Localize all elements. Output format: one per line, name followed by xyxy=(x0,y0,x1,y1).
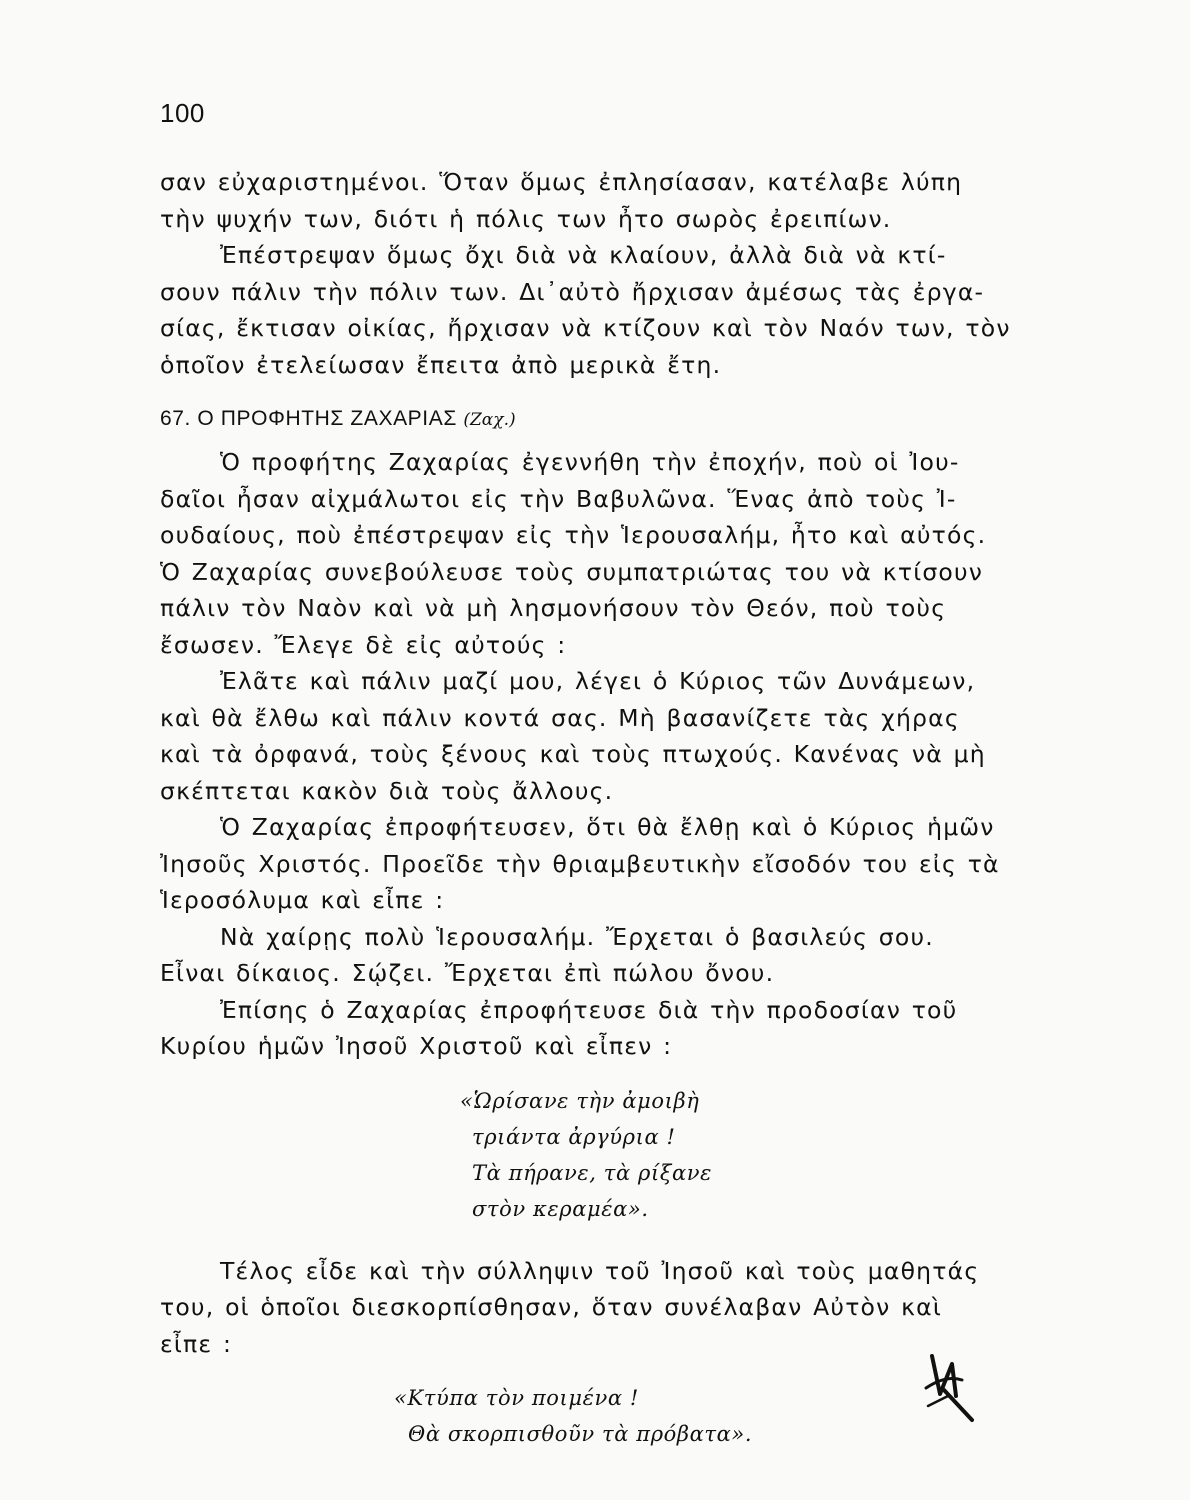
paragraph-7 xyxy=(160,992,1100,1065)
paragraph-4 xyxy=(160,663,1100,809)
text-line: πάλιν τὸν Ναὸν καὶ νὰ μὴ λησμονήσουν τὸν Θεόν, ποὺ τοὺς xyxy=(160,594,947,622)
text-line: ουδαίους, ποὺ ἐπέστρεψαν εἰς τὴν Ἱερουσαλήμ, ἦτο καὶ αὐτός. xyxy=(160,521,987,549)
text-line: ὁποῖον ἐτελείωσαν ἔπειτα ἀπὸ μερικὰ ἔτη. xyxy=(160,350,722,379)
section-heading xyxy=(160,401,1100,438)
verse-line: Τὰ πήρανε, τὰ ρίξανε xyxy=(472,1160,712,1185)
section-title: 67. Ο ΠΡΟΦΗΤΗΣ ΖΑΧΑΡΙΑΣ xyxy=(160,407,457,430)
text-line: Ὁ Ζαχαρίας ἐπροφήτευσεν, ὅτι θὰ ἔλθῃ καὶ ὁ Κύριος ἡμῶν xyxy=(220,813,995,841)
text-line: ἔσωσεν. Ἔλεγε δὲ εἰς αὐτούς : xyxy=(160,630,567,659)
verse-line: τριάντα ἀργύρια ! xyxy=(472,1124,676,1149)
text-line: τὴν ψυχήν των, διότι ἡ πόλις των ἦτο σωρὸς ἐρειπίων. xyxy=(160,204,892,233)
text-line: σκέπτεται κακὸν διὰ τοὺς ἄλλους. xyxy=(160,776,614,805)
text-line: καὶ τὰ ὀρφανά, τοὺς ξένους καὶ τοὺς πτωχούς. Κανένας νὰ μὴ xyxy=(160,740,986,768)
text-line: Κυρίου ἡμῶν Ἰησοῦ Χριστοῦ καὶ εἶπεν : xyxy=(160,1032,673,1060)
verse-quote-1 xyxy=(460,1083,1100,1227)
text-line: Ἐπίσης ὁ Ζαχαρίας ἐπροφήτευσε διὰ τὴν προδοσίαν τοῦ xyxy=(220,995,958,1024)
text-line: Εἶναι δίκαιος. Σῴζει. Ἔρχεται ἐπὶ πώλου ὄνου. xyxy=(160,959,775,987)
paragraph-1 xyxy=(160,164,1100,237)
text-line: Ἐπέστρεψαν ὅμως ὄχι διὰ νὰ κλαίουν, ἀλλὰ διὰ νὰ κτί- xyxy=(220,241,947,269)
scripture-reference: (Ζαχ.) xyxy=(463,410,516,430)
text-line: Νὰ χαίρῃς πολὺ Ἱερουσαλήμ. Ἔρχεται ὁ βασιλεύς σου. xyxy=(220,922,934,951)
handwritten-mark-icon xyxy=(918,1350,978,1425)
verse-line: Θὰ σκορπισθοῦν τὰ πρόβατα». xyxy=(408,1422,753,1446)
text-line: καὶ θὰ ἔλθω καὶ πάλιν κοντά σας. Μὴ βασανίζετε τὰς χήρας xyxy=(160,703,960,732)
text-line: Ἐλᾶτε καὶ πάλιν μαζί μου, λέγει ὁ Κύριος τῶν Δυνάμεων, xyxy=(220,667,976,695)
text-line: Ἰησοῦς Χριστός. Προεῖδε τὴν θριαμβευτικὴν εἴσοδόν του εἰς τὰ xyxy=(160,849,1000,878)
verse-line: «Ὡρίσανε τὴν ἀμοιβὴ xyxy=(460,1088,700,1113)
text-line: σίας, ἔκτισαν οἰκίας, ἤρχισαν νὰ κτίζουν καὶ τὸν Ναόν των, τὸν xyxy=(160,314,1011,342)
text-line: εἶπε : xyxy=(160,1329,233,1358)
text-line: Ἱεροσόλυμα καὶ εἶπε : xyxy=(160,886,445,914)
paragraph-3 xyxy=(160,444,1100,663)
book-page xyxy=(160,98,1100,1452)
text-line: δαῖοι ἦσαν αἰχμάλωτοι εἰς τὴν Βαβυλῶνα. Ἕνας ἀπὸ τοὺς Ἰ- xyxy=(160,484,957,513)
text-line: Τέλος εἶδε καὶ τὴν σύλληψιν τοῦ Ἰησοῦ καὶ τοὺς μαθητάς xyxy=(220,1256,980,1285)
text-line: Ὁ προφήτης Ζαχαρίας ἐγεννήθη τὴν ἐποχήν, ποὺ οἱ Ἰου- xyxy=(220,448,960,476)
verse-line: «Κτύπα τὸν ποιμένα ! xyxy=(394,1386,639,1410)
paragraph-8 xyxy=(160,1253,1100,1363)
paragraph-2 xyxy=(160,237,1100,383)
text-line: του, οἱ ὁποῖοι διεσκορπίσθησαν, ὅταν συνέλαβαν Αὐτὸν καὶ xyxy=(160,1293,943,1321)
text-line: σουν πάλιν τὴν πόλιν των. Δι᾽αὐτὸ ἤρχισαν ἀμέσως τὰς ἐργα- xyxy=(160,277,985,306)
verse-line: στὸν κεραμέα». xyxy=(472,1196,649,1221)
paragraph-6 xyxy=(160,919,1100,992)
text-line: σαν εὐχαριστημένοι. Ὅταν ὅμως ἐπλησίασαν, κατέλαβε λύπη xyxy=(160,168,963,196)
paragraph-5 xyxy=(160,809,1100,919)
verse-quote-2 xyxy=(390,1380,1100,1452)
text-line: Ὁ Ζαχαρίας συνεβούλευσε τοὺς συμπατριώτας του νὰ κτίσουν xyxy=(160,557,984,586)
page-number: 100 xyxy=(160,98,205,128)
